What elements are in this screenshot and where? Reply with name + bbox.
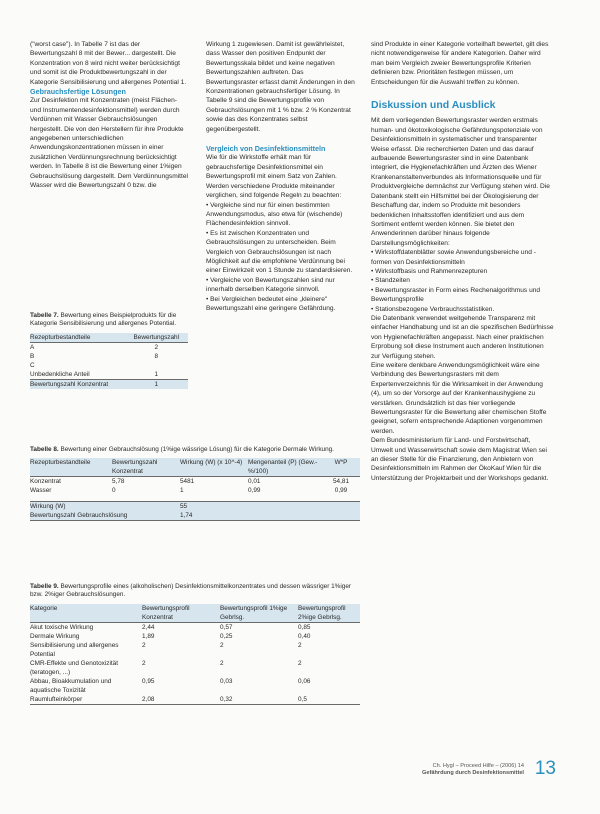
col1-intro: ("worst case"). In Tabelle 7 ist das der Bewertungszahl 8 mit der Bewer... dargestellt. Die Konzentration von 8 wird nicht weiter berücksichtigt und somit ist die Produktbewertungszahl in der Kategorie Sensibilisierung und allergenes Potential 1. [30,41,187,86]
table-cell: 0,32 [220,695,233,703]
text-column-1 [30,40,188,191]
text-column-3 [371,40,554,483]
table-cell: 0,5 [298,695,307,703]
footer-text [422,763,524,777]
table-8-label: Tabelle 8. [30,446,59,453]
col3-body: Mit dem vorliegenden Bewertungsraster werden erstmals human- und ökotoxikologische Gefährdungspotenziale von Desinfektionsmitteln in systematischer und transparenter Weise erfasst. Die recherchierten Daten und das darauf aufbauende Bewertungsraster sind in eine Datenbank integriert, die Hygienefachkräften und Ärzten des Wiener Krankenanstaltenverbundes als Informationsquelle und für Produktvergleiche demnächst zur Verfügung stehen wird. Die Datenbank stellt ein Hilfsmittel bei der Ökologisierung der Beschaffung dar, indem so Produkte mit besonders bedenklichen Inhaltsstoffen identifiziert und aus dem Sortiment entfernt werden können. Sie bietet den Anwenderinnen darüber hinaus folgende Darstellungsmöglichkeiten: [371,117,550,247]
table-cell: Sensibilisierung und allergenes Potential [30,641,119,658]
table-total-row [30,502,360,512]
table-cell: 1 [154,370,159,378]
col2-intro: Wirkung 1 zugewiesen. Damit ist gewährleistet, dass Wasser den positiven Endpunkt der Bewertungsskala bildet und keine negativen Bewertungszahlen auftreten. Das Bewertungsraster erfasst damit Änderungen in den Konzentrationen gebrauchsfertiger Lösung. In Tabelle 9 sind die Bewertungsprofile von Gebrauchslösungen mit 1 % bzw. 2 % Konzentrat sowie das des Konzentrates selbst gegenübergestellt. [206,41,355,133]
table-cell: 1 [180,487,184,495]
table-7-label: Tabelle 7. [30,312,59,319]
table-cell: 2 [220,659,224,667]
table-7-caption-text: Bewertung eines Beispielprodukts für die Kategorie Sensibilisierung und allergenes Potential. [30,312,177,328]
table-cell: 2 [298,641,302,649]
table-row [30,342,188,352]
table-cell: C [30,361,35,369]
table-row [30,477,360,487]
table-cell: 0,40 [298,632,311,640]
col3-body4: Dem Bundesministerium für Land- und Forstwirtschaft, Umwelt und Wasserwirtschaft sowie dem Magistrat Wien sei an dieser Stelle für die Finanzierung, den Anbietern von Desinfektionsmitteln im Rahmen der ÖkoKauf Wien für die Unterstützung der Projektarbeit und der Workshops gedankt. [371,437,549,482]
table-cell: 1 [154,380,159,388]
table-header-cell: Wirkung (W) (x 10^-4) [180,459,243,467]
col2-bullet: • Vergleiche sind nur für einen bestimmten Anwendungsmodus, also etwa für (wischende) Flächendesinfektion sinnvoll. [206,201,343,228]
table-row [30,632,360,641]
table-row [30,659,360,677]
table-cell: 2 [298,659,302,667]
table-cell: Akut toxische Wirkung [30,623,94,631]
table-cell: 0,99 [334,487,348,495]
text-column-2 [206,40,356,313]
table-cell: 1,89 [142,632,155,640]
table-cell: Raumlufteinkörper [30,695,83,703]
table-cell: 0,06 [298,677,311,685]
table-header-cell: Bewertungsprofil 2%ige Gebrlsg. [298,604,346,621]
col3-body2: Die Datenbank verwendet weitgehende Transparenz mit einfacher Handhabung und ist an die spezifischen Bedürfnisse von Hygienefachkräften angepasst. Nach einer praktischen Erprobung soll diese Instrument auch anderen Institutionen zur Verfügung stehen. [371,314,554,360]
table-header-cell: Rezepturbestandteile [30,459,91,467]
table-8-caption [30,446,360,454]
col3-bullet: • Wirkstoffbasis und Rahmenrezepturen [371,267,488,275]
table-cell: 0,99 [248,487,261,495]
table-cell: 2 [142,641,146,649]
table-cell: Konzentrat [30,478,61,486]
table-cell: 8 [154,352,159,360]
col3-bullet: • Stationsbezogene Verbrauchsstatistiken. [371,305,495,313]
table-total-row [30,379,188,389]
table-7-caption [30,312,188,329]
page-footer [400,760,560,782]
table-header-cell: Mengenanteil (P) (Gew.-%/100) [248,459,318,476]
table-7-grid [30,333,188,389]
table-cell: 0,25 [220,632,233,640]
table-row [30,486,360,495]
table-cell: Wirkung (W) [30,503,66,511]
footer-journal: Ch. Hygl – Proceed Hilfe – (2006) 14 [432,763,524,769]
table-header-cell: Bewertungsprofil 1%ige Gebrlsg. [220,604,288,621]
table-cell: 0,85 [298,623,311,631]
table-cell: 5,78 [112,478,125,486]
table-9-caption [30,583,360,600]
table-row [30,352,188,361]
table-cell: 2 [142,659,146,667]
table-cell: Bewertungszahl Konzentrat [30,380,109,388]
table-cell: CMR-Effekte und Genotoxizität (teratogen, ...) [30,659,118,676]
table-cell: 2 [154,343,159,351]
table-cell: Bewertungszahl Gebrauchslösung [30,512,128,520]
col3-bullet: • Standzeiten [371,277,410,285]
table-cell: 2 [220,641,224,649]
table-header-cell: Bewertungszahl [133,333,180,341]
table-9-caption-text: Bewertungsprofile eines (alkoholischen) Desinfektionsmittelkonzentrates und dessen wässriger 1%iger bzw. 2%iger Gebrauchslösungen. [30,583,352,599]
col3-body3: Eine weitere denkbare Anwendungsmöglichkeit wäre eine Verbindung des Bewertungsrasters mit dem Expertenverzeichnis für die Wirksamkeit in der Anwendung (4), um so der Vorsorge auf der Krankenhaushygiene zu verstärken. Grundsätzlich ist das hier vorliegende Bewertungsraster für die Bewertung aller chemischen Stoffe geeignet, sofern entsprechende Adaptionen vorgenommen werden. [371,362,547,435]
table-total-row [30,511,360,521]
col2-bullet: • Es ist zwischen Konzentraten und Gebrauchslösungen zu unterscheiden. Beim Vergleich von Gebrauchslösungen ist nach Möglichkeit auf die empfohlene Verdünnung bei einer Einwirkzeit von 1 Stunde zu standardisieren. [206,229,353,275]
table-8-caption-text: Bewertung einer Gebrauchslösung (1%ige wässrige Lösung) für die Kategorie Dermale Wirkung. [60,446,334,453]
table-header-cell: Bewertungszahl Konzentrat [112,459,158,476]
table-cell: A [30,343,35,351]
section-heading-vergleich: Vergleich von Desinfektionsmitteln [206,144,326,154]
table-header-cell: Kategorie [30,604,58,612]
table-cell: 2,08 [142,695,155,703]
table-cell [129,361,188,370]
col3-bullet: • Wirkstoffdatenblätter sowie Anwendungsbereiche und -formen von Desinfektionsmitteln [371,249,536,266]
section-heading-gebrauchsfertige: Gebrauchsfertige Lösungen [30,87,126,97]
table-cell: 0,01 [248,478,261,486]
table-cell: 54,81 [333,478,349,486]
table-8-grid [30,458,360,521]
table-cell: 0,03 [220,677,233,685]
table-header-cell: Rezepturbestandteile [30,333,91,341]
table-cell: 0 [112,487,116,495]
table-8 [30,446,360,521]
page-number: 13 [534,758,556,779]
col2-body: Wie für die Wirkstoffe erhält man für gebrauchsfertige Desinfektionsmittel ein Bewertungsprofil mit einem Satz von Zahlen. Werden verschiedene Produkte miteinander verglichen, sind folgende Regeln zu beachten: [206,154,342,200]
col3-bullet: • Bewertungsraster in Form eines Rechenalgorithmus und Bewertungsprofile [371,286,541,304]
col1-body: Zur Desinfektion mit Konzentraten (meist Flächen- und Instrumentendesinfektionsmittel) werden durch Verdünnen mit Wasser Gebrauchslösungen hergestellt. Die von den Herstellern für ihre Produkte angegebenen unterschiedlichen Anwendungskonzentrationen müssen in einer zusätzlichen Verdünnungsrechnung berücksichtigt werden. In Tabelle 8 ist die Bewertung einer 1%igen Gebrauchslösung dargestellt. Dem Verdünnungsmittel Wasser wird die Bewertungszahl 0 bzw. die [30,97,188,190]
table-cell: 55 [180,503,188,511]
col2-bullet: • Vergleiche von Bewertungszahlen sind nur innerhalb derselben Kategorie sinnvoll. [206,276,335,294]
table-cell: 5481 [180,478,195,486]
table-cell: 1,74 [180,512,193,520]
table-cell: 2,44 [142,623,155,631]
table-9-grid [30,604,360,705]
footer-article-title: Gefährdung durch Desinfektionsmittel [422,770,524,776]
section-heading-diskussion: Diskussion und Ausblick [371,99,496,112]
table-7 [30,312,188,389]
table-row [30,677,360,695]
table-cell: Dermale Wirkung [30,632,80,640]
table-row [30,695,360,705]
table-cell: Wasser [30,487,52,495]
table-header-cell: Bewertungsprofil Konzentrat [142,604,190,621]
table-cell: Unbedenkliche Anteil [30,370,90,378]
col3-intro: sind Produkte in einer Kategorie vorteilhaft bewertet, gilt dies nicht notwendigerweise für andere Kategorien. Daher wird man beim Vergleich zweier Bewertungsprofile Kriterien definieren bzw. Prioritäten festlegen müssen, um Entscheidungen für die Auswahl treffen zu können. [371,41,549,86]
table-cell: B [30,352,35,360]
table-row [30,622,360,632]
table-cell: 0,95 [142,677,155,685]
table-9 [30,583,360,705]
table-row [30,641,360,659]
col2-bullet: • Bei Vergleichen bedeutet eine „kleinere" Bewertungszahl eine geringere Gefährdung. [206,295,336,312]
table-row [30,361,188,370]
table-header-cell: W*P [334,459,348,467]
table-9-label: Tabelle 9. [30,583,59,590]
table-row [30,370,188,380]
table-cell: Abbau, Bioakkumulation und aquatische Toxizität [30,677,112,694]
table-cell: 0,57 [220,623,233,631]
